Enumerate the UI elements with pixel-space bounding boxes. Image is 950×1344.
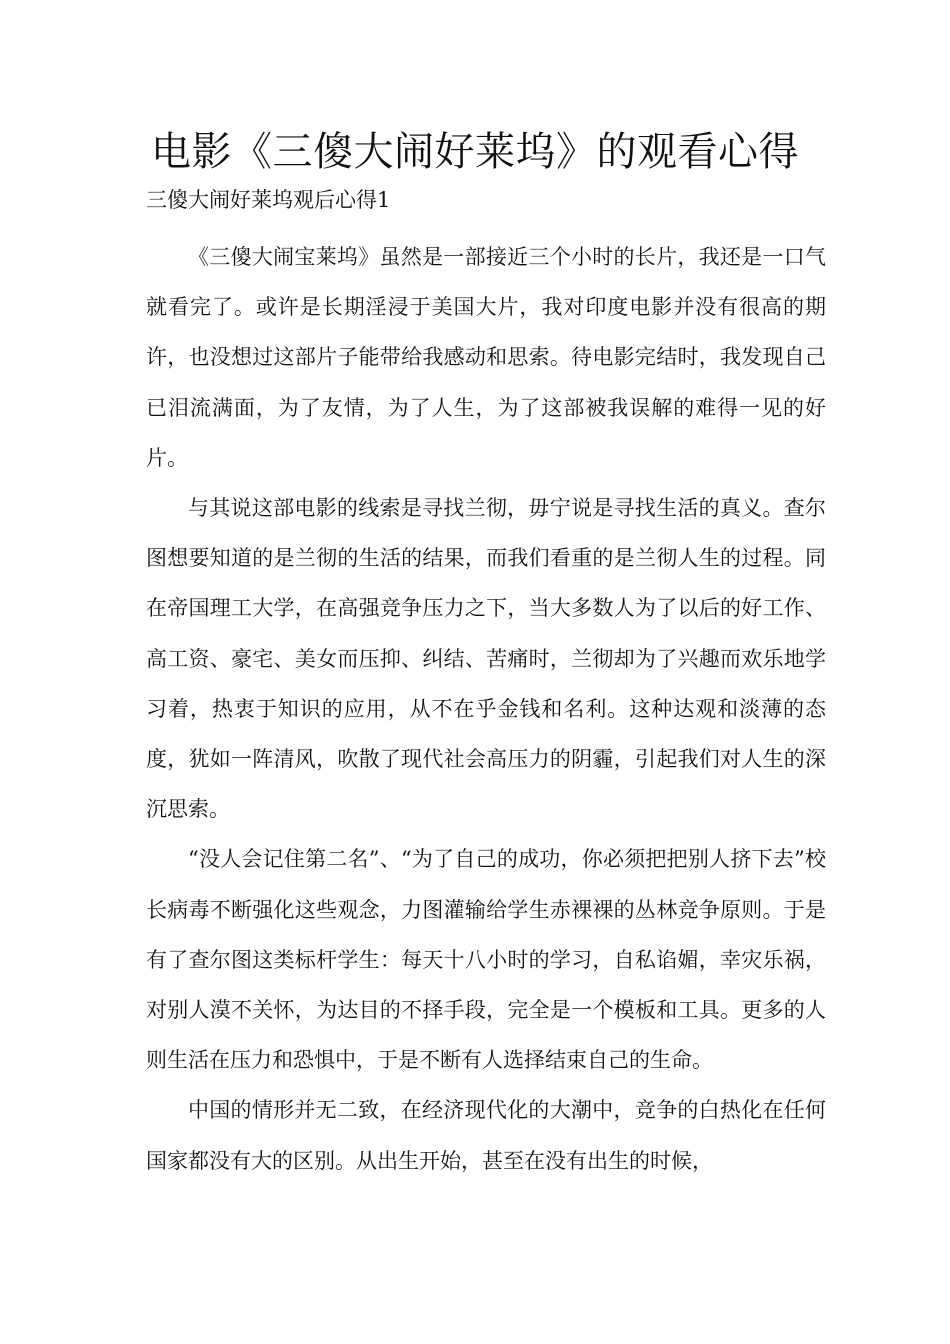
paragraph-4: 中国的情形并无二致，在经济现代化的大潮中，竞争的白热化在任何国家都没有大的区别。从出生开始，甚至在没有出生的时候， xyxy=(146,1098,826,1173)
document-body xyxy=(146,232,826,1186)
paragraph-2: 与其说这部电影的线索是寻找兰彻，毋宁说是寻找生活的真义。查尔图想要知道的是兰彻的生活的结果，而我们看重的是兰彻人生的过程。同在帝国理工大学，在高强竞争压力之下，当大多数人为了以后的好工作、高工资、豪宅、美女而压抑、纠结、苦痛时，兰彻却为了兴趣而欢乐地学习着，热衷于知识的应用，从不在乎金钱和名利。这种达观和淡薄的态度，犹如一阵清风，吹散了现代社会高压力的阴霾，引起我们对人生的深沉思索。 xyxy=(146,496,826,822)
section-heading: 三傻大闹好莱坞观后心得1 xyxy=(146,188,391,212)
paragraph-3: “没人会记住第二名”、“为了自己的成功，你必须把把别人挤下去”校长病毒不断强化这些观念，力图灌输给学生赤裸裸的丛林竞争原则。于是有了查尔图这类标杆学生：每天十八小时的学习，自私谄媚，幸灾乐祸，对别人漠不关怀，为达目的不择手段，完全是一个模板和工具。更多的人则生活在压力和恐惧中，于是不断有人选择结束自己的生命。 xyxy=(146,847,826,1073)
paragraph-1: 《三傻大闹宝莱坞》虽然是一部接近三个小时的长片，我还是一口气就看完了。或许是长期淫浸于美国大片，我对印度电影并没有很高的期许，也没想过这部片子能带给我感动和思索。待电影完结时，我发现自己已泪流满面，为了友情，为了人生，为了这部被我误解的难得一见的好片。 xyxy=(146,245,826,470)
document-title: 电影《三傻大闹好莱坞》的观看心得 xyxy=(151,129,799,175)
